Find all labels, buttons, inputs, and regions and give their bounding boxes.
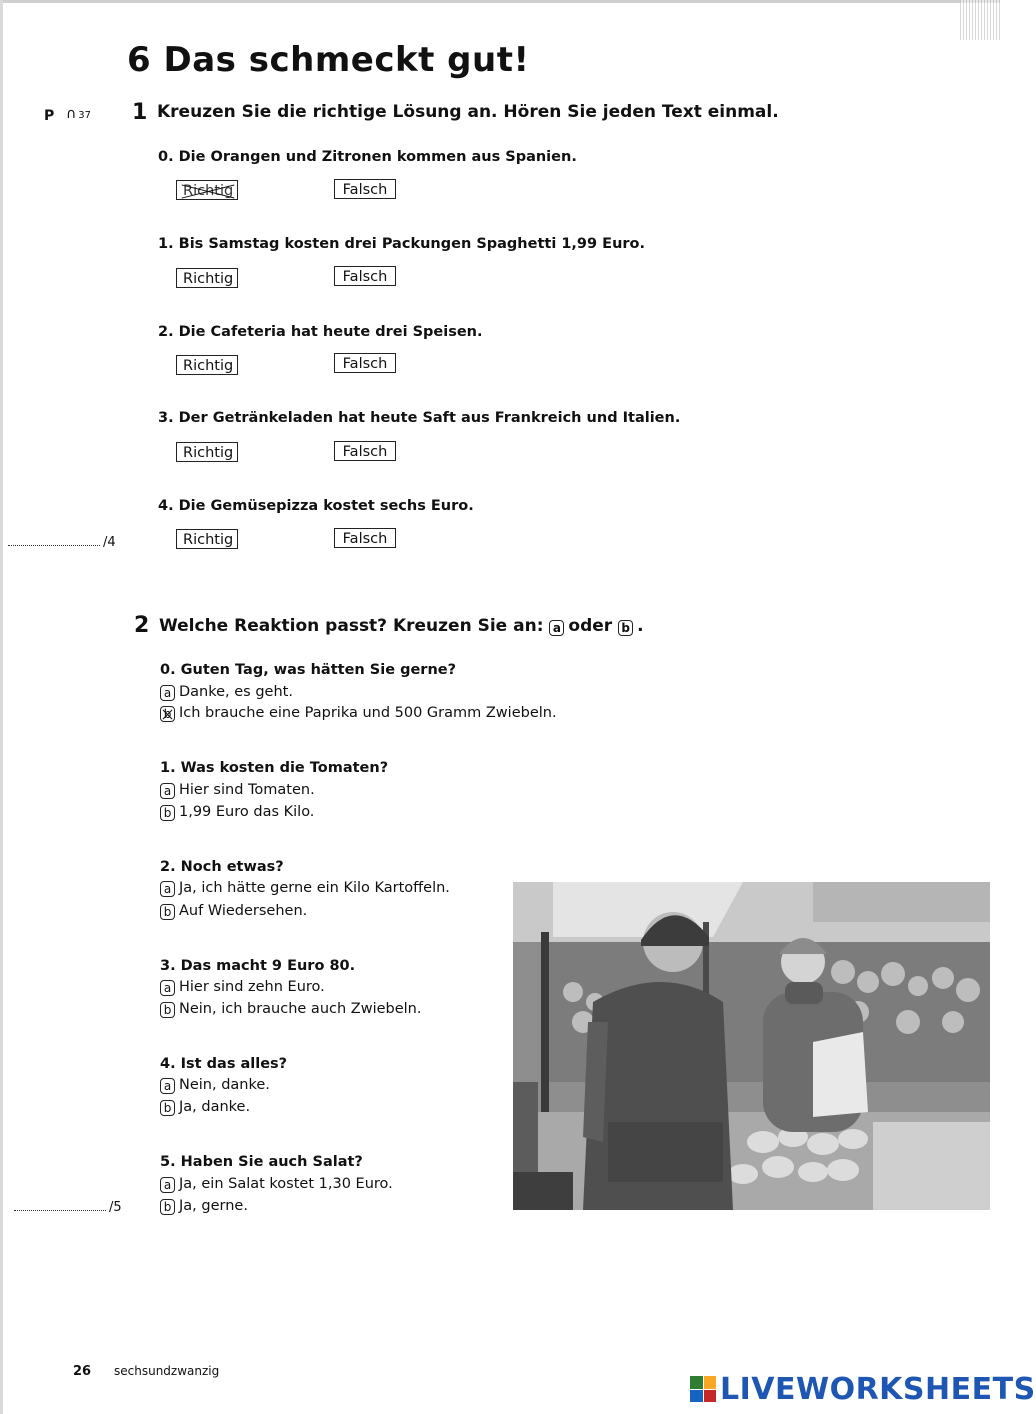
liveworksheets-logo-icon <box>690 1376 716 1402</box>
ex1-richtig-3[interactable]: Richtig <box>176 442 238 462</box>
ex1-score: /4 <box>8 535 116 550</box>
ex1-richtig-2[interactable]: Richtig <box>176 355 238 375</box>
checkbox-a[interactable]: a <box>160 685 175 701</box>
exercise1-instruction: Kreuzen Sie die richtige Lösung an. Hören Sie jeden Text einmal. <box>157 102 779 122</box>
ex2-option-1b[interactable]: b 1,99 Euro das Kilo. <box>160 804 314 821</box>
checkbox-b[interactable]: b <box>160 1100 175 1116</box>
checkbox-a[interactable]: a <box>160 980 175 996</box>
ex2-question-2: 2. Noch etwas? <box>160 859 284 875</box>
exam-p-marker: P <box>44 108 55 124</box>
ex2-option-1a[interactable]: a Hier sind Tomaten. <box>160 782 315 799</box>
ex1-falsch-3[interactable]: Falsch <box>334 441 396 461</box>
ex2-option-4a[interactable]: a Nein, danke. <box>160 1077 270 1094</box>
liveworksheets-brand: LIVEWORKSHEETS <box>690 1371 1036 1407</box>
ex1-falsch-0[interactable]: Falsch <box>334 179 396 199</box>
exercise1-number: 1 <box>132 100 148 125</box>
ex1-falsch-4[interactable]: Falsch <box>334 528 396 548</box>
ex2-question-1: 1. Was kosten die Tomaten? <box>160 760 389 776</box>
score-entry-line[interactable] <box>14 1210 106 1211</box>
ex1-richtig-4[interactable]: Richtig <box>176 529 238 549</box>
scan-artifact <box>960 0 1000 40</box>
page-number-words: sechsundzwanzig <box>114 1364 220 1378</box>
ex2-option-3a[interactable]: a Hier sind zehn Euro. <box>160 979 325 996</box>
market-photo <box>513 882 990 1210</box>
ex1-question-4: 4. Die Gemüsepizza kostet sechs Euro. <box>158 498 474 514</box>
ex2-score: /5 <box>14 1200 122 1215</box>
ex2-question-3: 3. Das macht 9 Euro 80. <box>160 958 356 974</box>
ex2-option-0b-checked[interactable]: b Ich brauche eine Paprika und 500 Gramm Zwiebeln. <box>160 705 557 722</box>
checkbox-a[interactable]: a <box>160 881 175 897</box>
headphones-icon: ∩ <box>66 106 77 122</box>
ex1-question-1: 1. Bis Samstag kosten drei Packungen Spaghetti 1,99 Euro. <box>158 236 646 252</box>
audio-track-marker: ∩ 37 <box>66 106 91 122</box>
score-entry-line[interactable] <box>8 545 100 546</box>
ex2-option-5b[interactable]: b Ja, gerne. <box>160 1198 248 1215</box>
exercise2-instruction: Welche Reaktion passt? Kreuzen Sie an: a oder b . <box>159 616 644 636</box>
checkbox-b-checked[interactable]: b <box>160 706 175 722</box>
ex2-option-2a[interactable]: a Ja, ich hätte gerne ein Kilo Kartoffeln. <box>160 880 450 897</box>
checkbox-b[interactable]: b <box>160 805 175 821</box>
page-title: 6 Das schmeckt gut! <box>127 40 530 80</box>
checkbox-a[interactable]: a <box>160 783 175 799</box>
ex1-falsch-2[interactable]: Falsch <box>334 353 396 373</box>
ex2-question-4: 4. Ist das alles? <box>160 1056 288 1072</box>
checkbox-b[interactable]: b <box>160 1002 175 1018</box>
ex2-question-5: 5. Haben Sie auch Salat? <box>160 1154 363 1170</box>
market-scene <box>513 882 990 1210</box>
checkbox-a[interactable]: a <box>160 1177 175 1193</box>
ex1-question-3: 3. Der Getränkeladen hat heute Saft aus Frankreich und Italien. <box>158 410 681 426</box>
ex2-option-5a[interactable]: a Ja, ein Salat kostet 1,30 Euro. <box>160 1176 393 1193</box>
ex2-question-0: 0. Guten Tag, was hätten Sie gerne? <box>160 662 457 678</box>
page-number: 26 <box>73 1364 92 1379</box>
ex1-richtig-1[interactable]: Richtig <box>176 268 238 288</box>
ex2-option-4b[interactable]: b Ja, danke. <box>160 1099 250 1116</box>
ex1-richtig-0-checked[interactable]: Richtig <box>176 180 238 200</box>
page-edge-left <box>0 0 3 1414</box>
ex2-option-0a[interactable]: a Danke, es geht. <box>160 684 293 701</box>
ex1-falsch-1[interactable]: Falsch <box>334 266 396 286</box>
option-b-tag: b <box>618 620 633 636</box>
page-edge-top <box>0 0 1000 3</box>
ex1-question-2: 2. Die Cafeteria hat heute drei Speisen. <box>158 324 483 340</box>
ex2-option-2b[interactable]: b Auf Wiedersehen. <box>160 903 307 920</box>
checkbox-a[interactable]: a <box>160 1078 175 1094</box>
option-a-tag: a <box>549 620 564 636</box>
ex2-option-3b[interactable]: b Nein, ich brauche auch Zwiebeln. <box>160 1001 421 1018</box>
ex1-question-0: 0. Die Orangen und Zitronen kommen aus Spanien. <box>158 149 577 165</box>
checkbox-b[interactable]: b <box>160 1199 175 1215</box>
exercise2-number: 2 <box>134 613 150 638</box>
checkbox-b[interactable]: b <box>160 904 175 920</box>
